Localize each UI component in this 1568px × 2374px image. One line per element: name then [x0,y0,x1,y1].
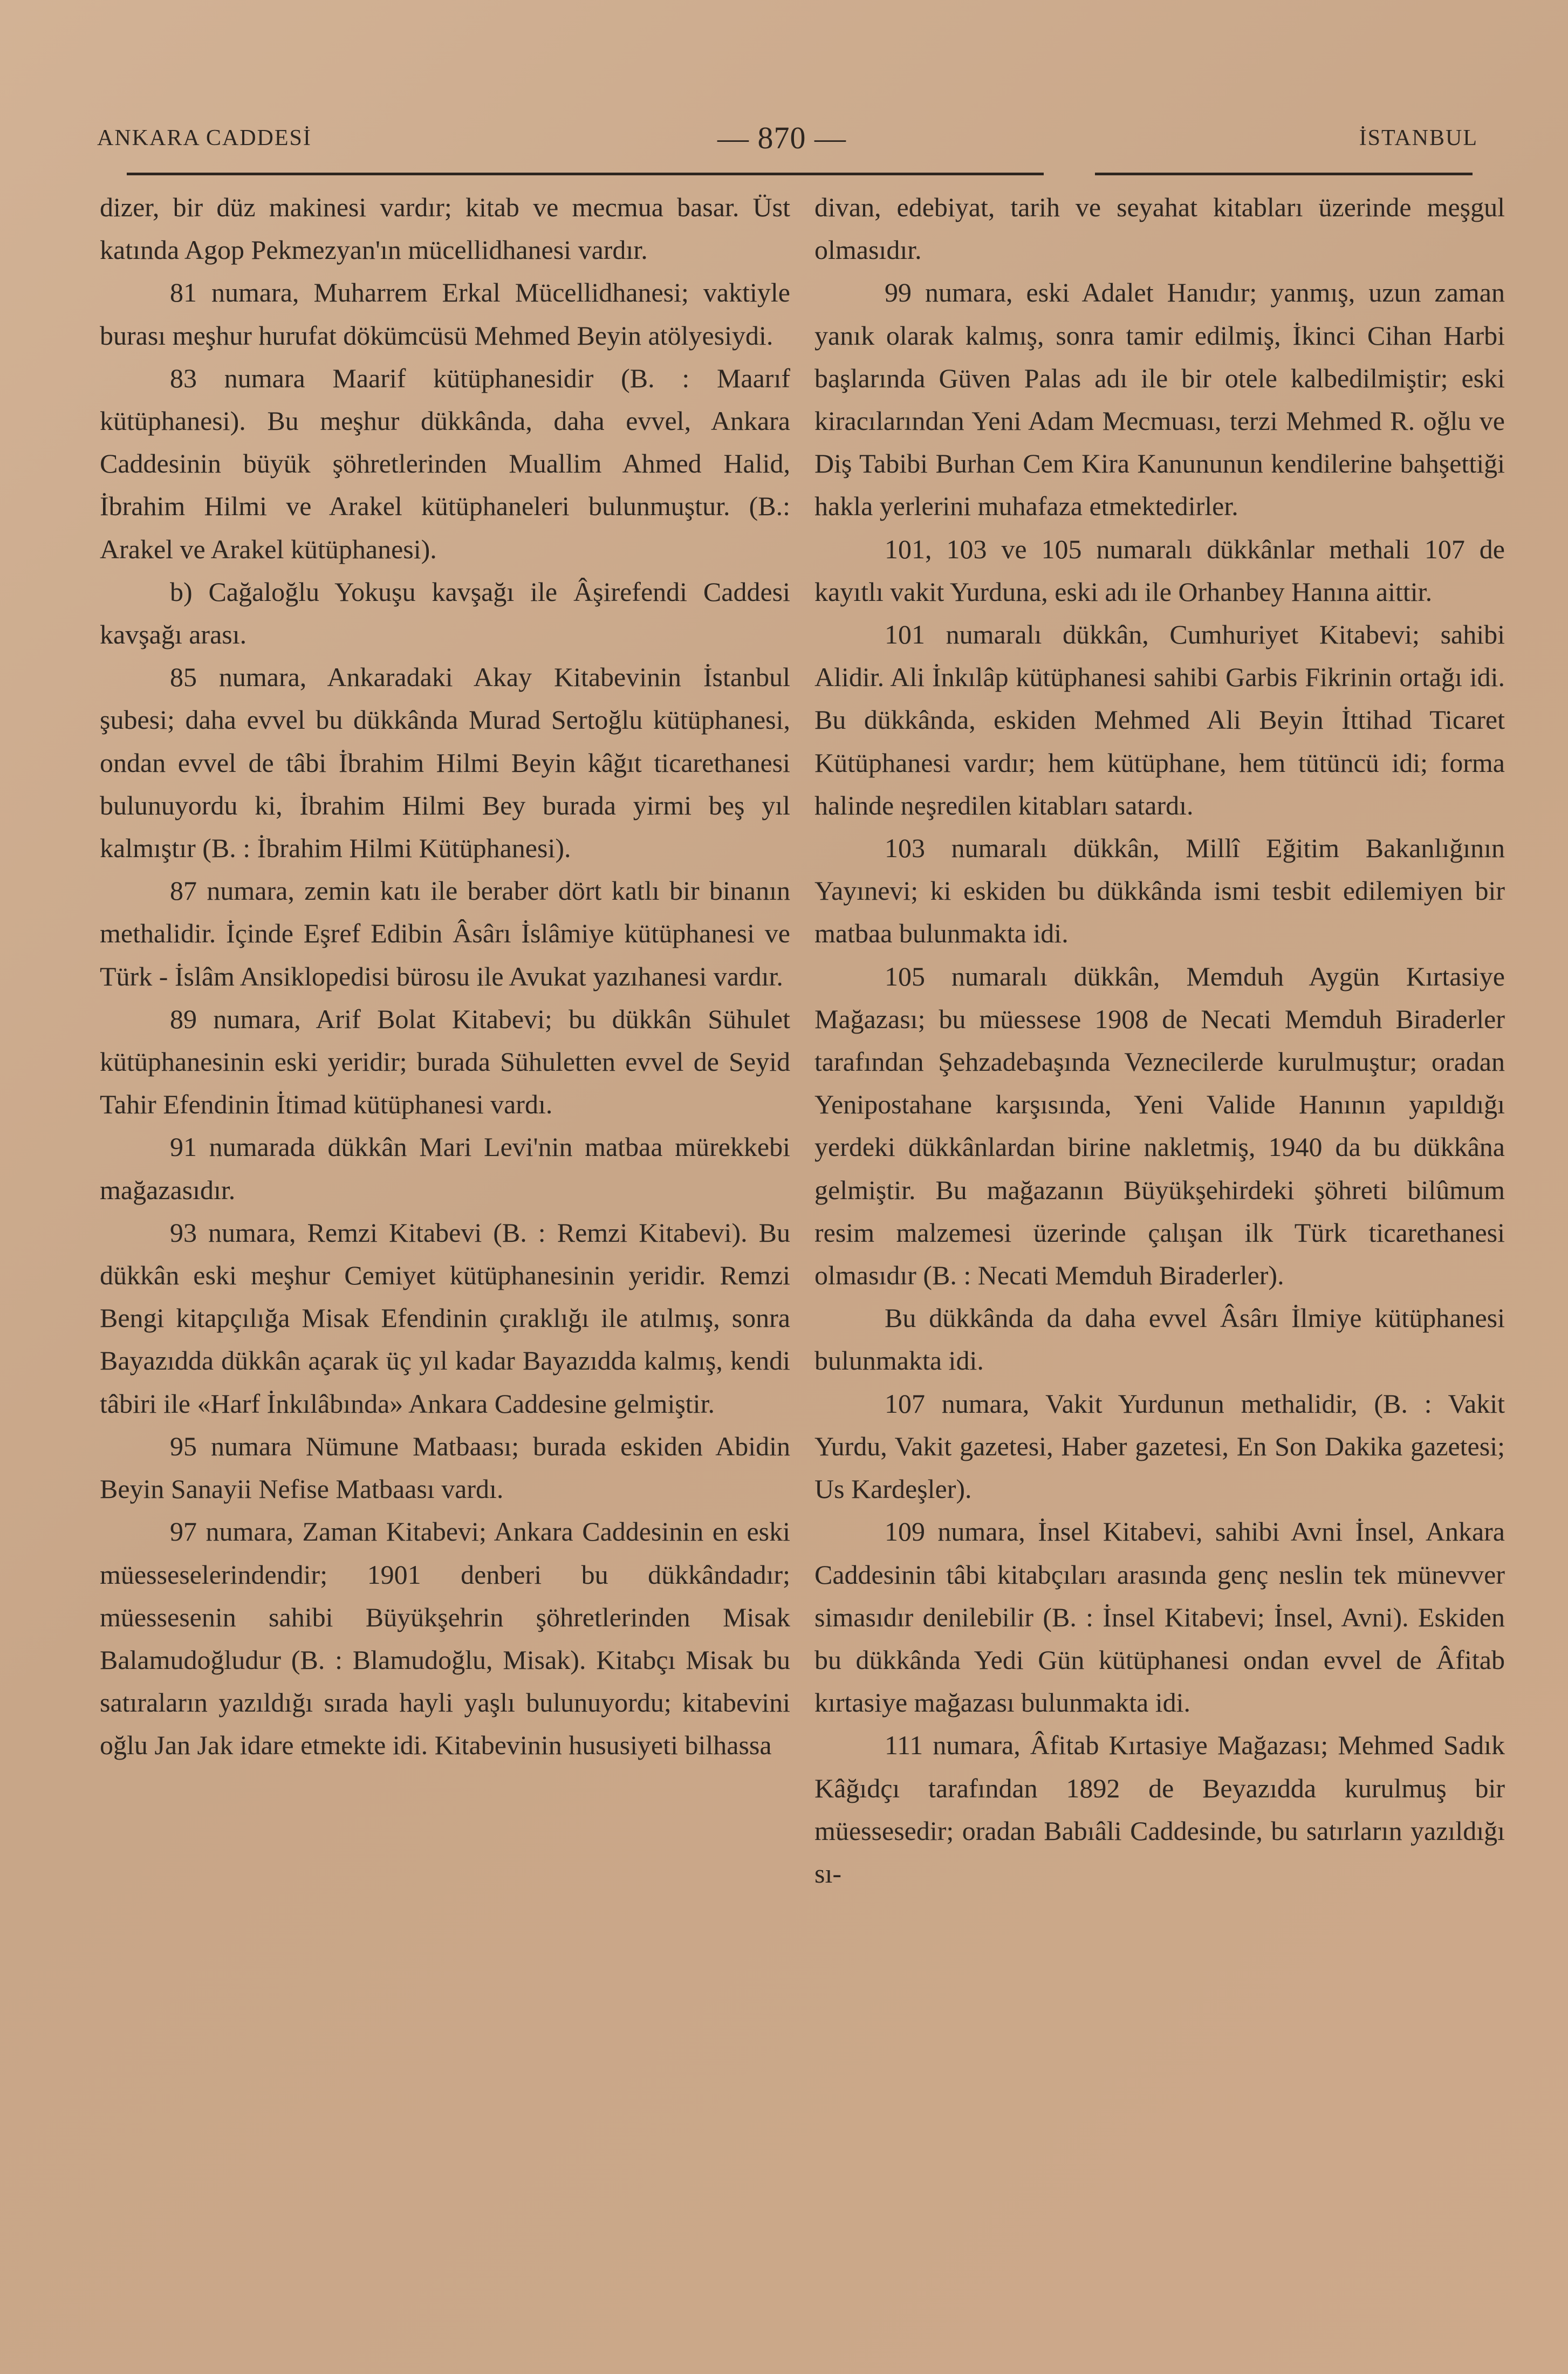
paragraph: 107 numara, Vakit Yurdunun methalidir, (B. : Vakit Yurdu, Vakit gazetesi, Haber gazetesi, En Son Dakika gazetesi; Us Kardeşler). [814,1388,1505,1504]
header-section-title: ANKARA CADDESİ [97,126,312,150]
paragraph: 83 numara Maarif kütüphanesidir (B. : Maarıf kütüphanesi). Bu meşhur dükkânda, daha evvel, Ankara Caddesinin büyük şöhretlerinden Muallim Ahmed Halid, İbrahim Hilmi ve Arakel kütüphaneleri bulunmuştur. (B.: Arakel ve Arakel kütüphanesi). [100,362,790,564]
left-column [100,186,790,1767]
paragraph: 105 numaralı dükkân, Memduh Aygün Kırtasiye Mağazası; bu müessese 1908 de Necati Memduh Biraderler tarafından Şehzadebaşında Veznecilerde kurulmuştur; oradan Yenipostahane karşısında, Yeni Valide Hanının yapıldığı yerdeki dükkânlardan birine nakletmiş, 1940 da bu dükkâna gelmiştir. Bu mağazanın Büyükşehirdeki şöhreti bilûmum resim malzemesi üzerinde çalışan ilk Türk ticarethanesi olmasıdır (B. : Necati Memduh Biraderler). [814,961,1505,1291]
paragraph: 111 numara, Âfitab Kırtasiye Mağazası; Mehmed Sadık Kâğıdçı tarafından 1892 de Beyazıdda kurulmuş bir müessesedir; oradan Babıâli Caddesinde, bu satırların yazıldığı sı- [814,1730,1505,1889]
page-number: — 870 — [717,120,846,155]
paragraph: 101 numaralı dükkân, Cumhuriyet Kitabevi; sahibi Alidir. Ali İnkılâp kütüphanesi sahibi Garbis Fikrinin ortağı idi. Bu dükkânda, eskiden Mehmed Ali Beyin İttihad Ticaret Kütüphanesi vardır; hem kütüphane, hem tütüncü idi; forma halinde neşredilen kitabları satardı. [814,619,1505,820]
running-header [97,120,1478,168]
paragraph: 85 numara, Ankaradaki Akay Kitabevinin İstanbul şubesi; daha evvel bu dükkânda Murad Sertoğlu kütüphanesi, ondan evvel de tâbi İbrahim Hilmi Beyin kâğıt ticarethanesi bulunuyordu ki, İbrahim Hilmi Bey burada yirmi beş yıl kalmıştır (B. : İbrahim Hilmi Kütüphanesi). [100,662,790,864]
paragraph: 91 numarada dükkân Mari Levi'nin matbaa mürekkebi mağazasıdır. [100,1132,790,1205]
header-rule-left [127,173,1044,175]
paragraph: 87 numara, zemin katı ile beraber dört katlı bir binanın methalidir. İçinde Eşref Edibin Âsârı İslâmiye kütüphanesi ve Türk - İslâm Ansiklopedisi bürosu ile Avukat yazıhanesi vardır. [100,875,790,991]
paragraph: 99 numara, eski Adalet Hanıdır; yanmış, uzun zaman yanık olarak kalmış, sonra tamir edilmiş, İkinci Cihan Harbi başlarında Güven Palas adı ile bir otele kalbedilmiştir; eski kiracılarından Yeni Adam Mecmuası, terzi Mehmed R. oğlu ve Diş Tabibi Burhan Cem Kira Kanununun kendilerine bahşettiği hakla yerlerini muhafaza etmektedirler. [814,277,1505,522]
paragraph: divan, edebiyat, tarih ve seyahat kitabları üzerinde meşgul olmasıdır. [814,192,1505,265]
paragraph: b) Cağaloğlu Yokuşu kavşağı ile Âşirefendi Caddesi kavşağı arası. [100,576,790,650]
paragraph: 109 numara, İnsel Kitabevi, sahibi Avni İnsel, Ankara Caddesinin tâbi kitabçıları arasında genç neslin tek münevver simasıdır denilebilir (B. : İnsel Kitabevi; İnsel, Avni). Eskiden bu dükkânda Yedi Gün kütüphanesi ondan evvel de Âfitab kırtasiye mağazası bulunmakta idi. [814,1516,1505,1718]
paragraph: Bu dükkânda da daha evvel Âsârı İlmiye kütüphanesi bulunmakta idi. [814,1303,1505,1376]
paragraph: 89 numara, Arif Bolat Kitabevi; bu dükkân Sühulet kütüphanesinin eski yeridir; burada Sühuletten evvel de Seyid Tahir Efendinin İtimad kütüphanesi vardı. [100,1003,790,1120]
paragraph: dizer, bir düz makinesi vardır; kitab ve mecmua basar. Üst katında Agop Pekmezyan'ın mücellidhanesi vardır. [100,192,790,265]
paragraph: 81 numara, Muharrem Erkal Mücellidhanesi; vaktiyle burası meşhur hurufat dökümcüsü Mehmed Beyin atölyesiydi. [100,277,790,351]
paragraph: 97 numara, Zaman Kitabevi; Ankara Caddesinin en eski müesseselerindendir; 1901 denberi bu dükkândadır; müessesenin sahibi Büyükşehrin şöhretlerinden Misak Balamudoğludur (B. : Blamudoğlu, Misak). Kitabçı Misak bu satıraların yazıldığı sırada hayli yaşlı bulunuyordu; kitabevini oğlu Jan Jak idare etmekte idi. Kitabevinin hususiyeti bilhassa [100,1516,790,1761]
paragraph: 93 numara, Remzi Kitabevi (B. : Remzi Kitabevi). Bu dükkân eski meşhur Cemiyet kütüphanesinin yeridir. Remzi Bengi kitapçılığa Misak Efendinin çıraklığı ile atılmış, sonra Bayazıdda dükkân açarak üç yıl kadar Bayazıdda kalmış, kendi tâbiri ile «Harf İnkılâbında» Ankara Caddesine gelmiştir. [100,1217,790,1419]
right-column [814,186,1505,1895]
header-city: İSTANBUL [1359,126,1478,150]
paragraph: 103 numaralı dükkân, Millî Eğitim Bakanlığının Yayınevi; ki eskiden bu dükkânda ismi tesbit edilemiyen bir matbaa bulunmakta idi. [814,833,1505,949]
paragraph: 101, 103 ve 105 numaralı dükkânlar methali 107 de kayıtlı vakit Yurduna, eski adı ile Orhanbey Hanına aittir. [814,533,1505,607]
paragraph: 95 numara Nümune Matbaası; burada eskiden Abidin Beyin Sanayii Nefise Matbaası vardı. [100,1431,790,1504]
header-rule-right [1095,173,1473,175]
